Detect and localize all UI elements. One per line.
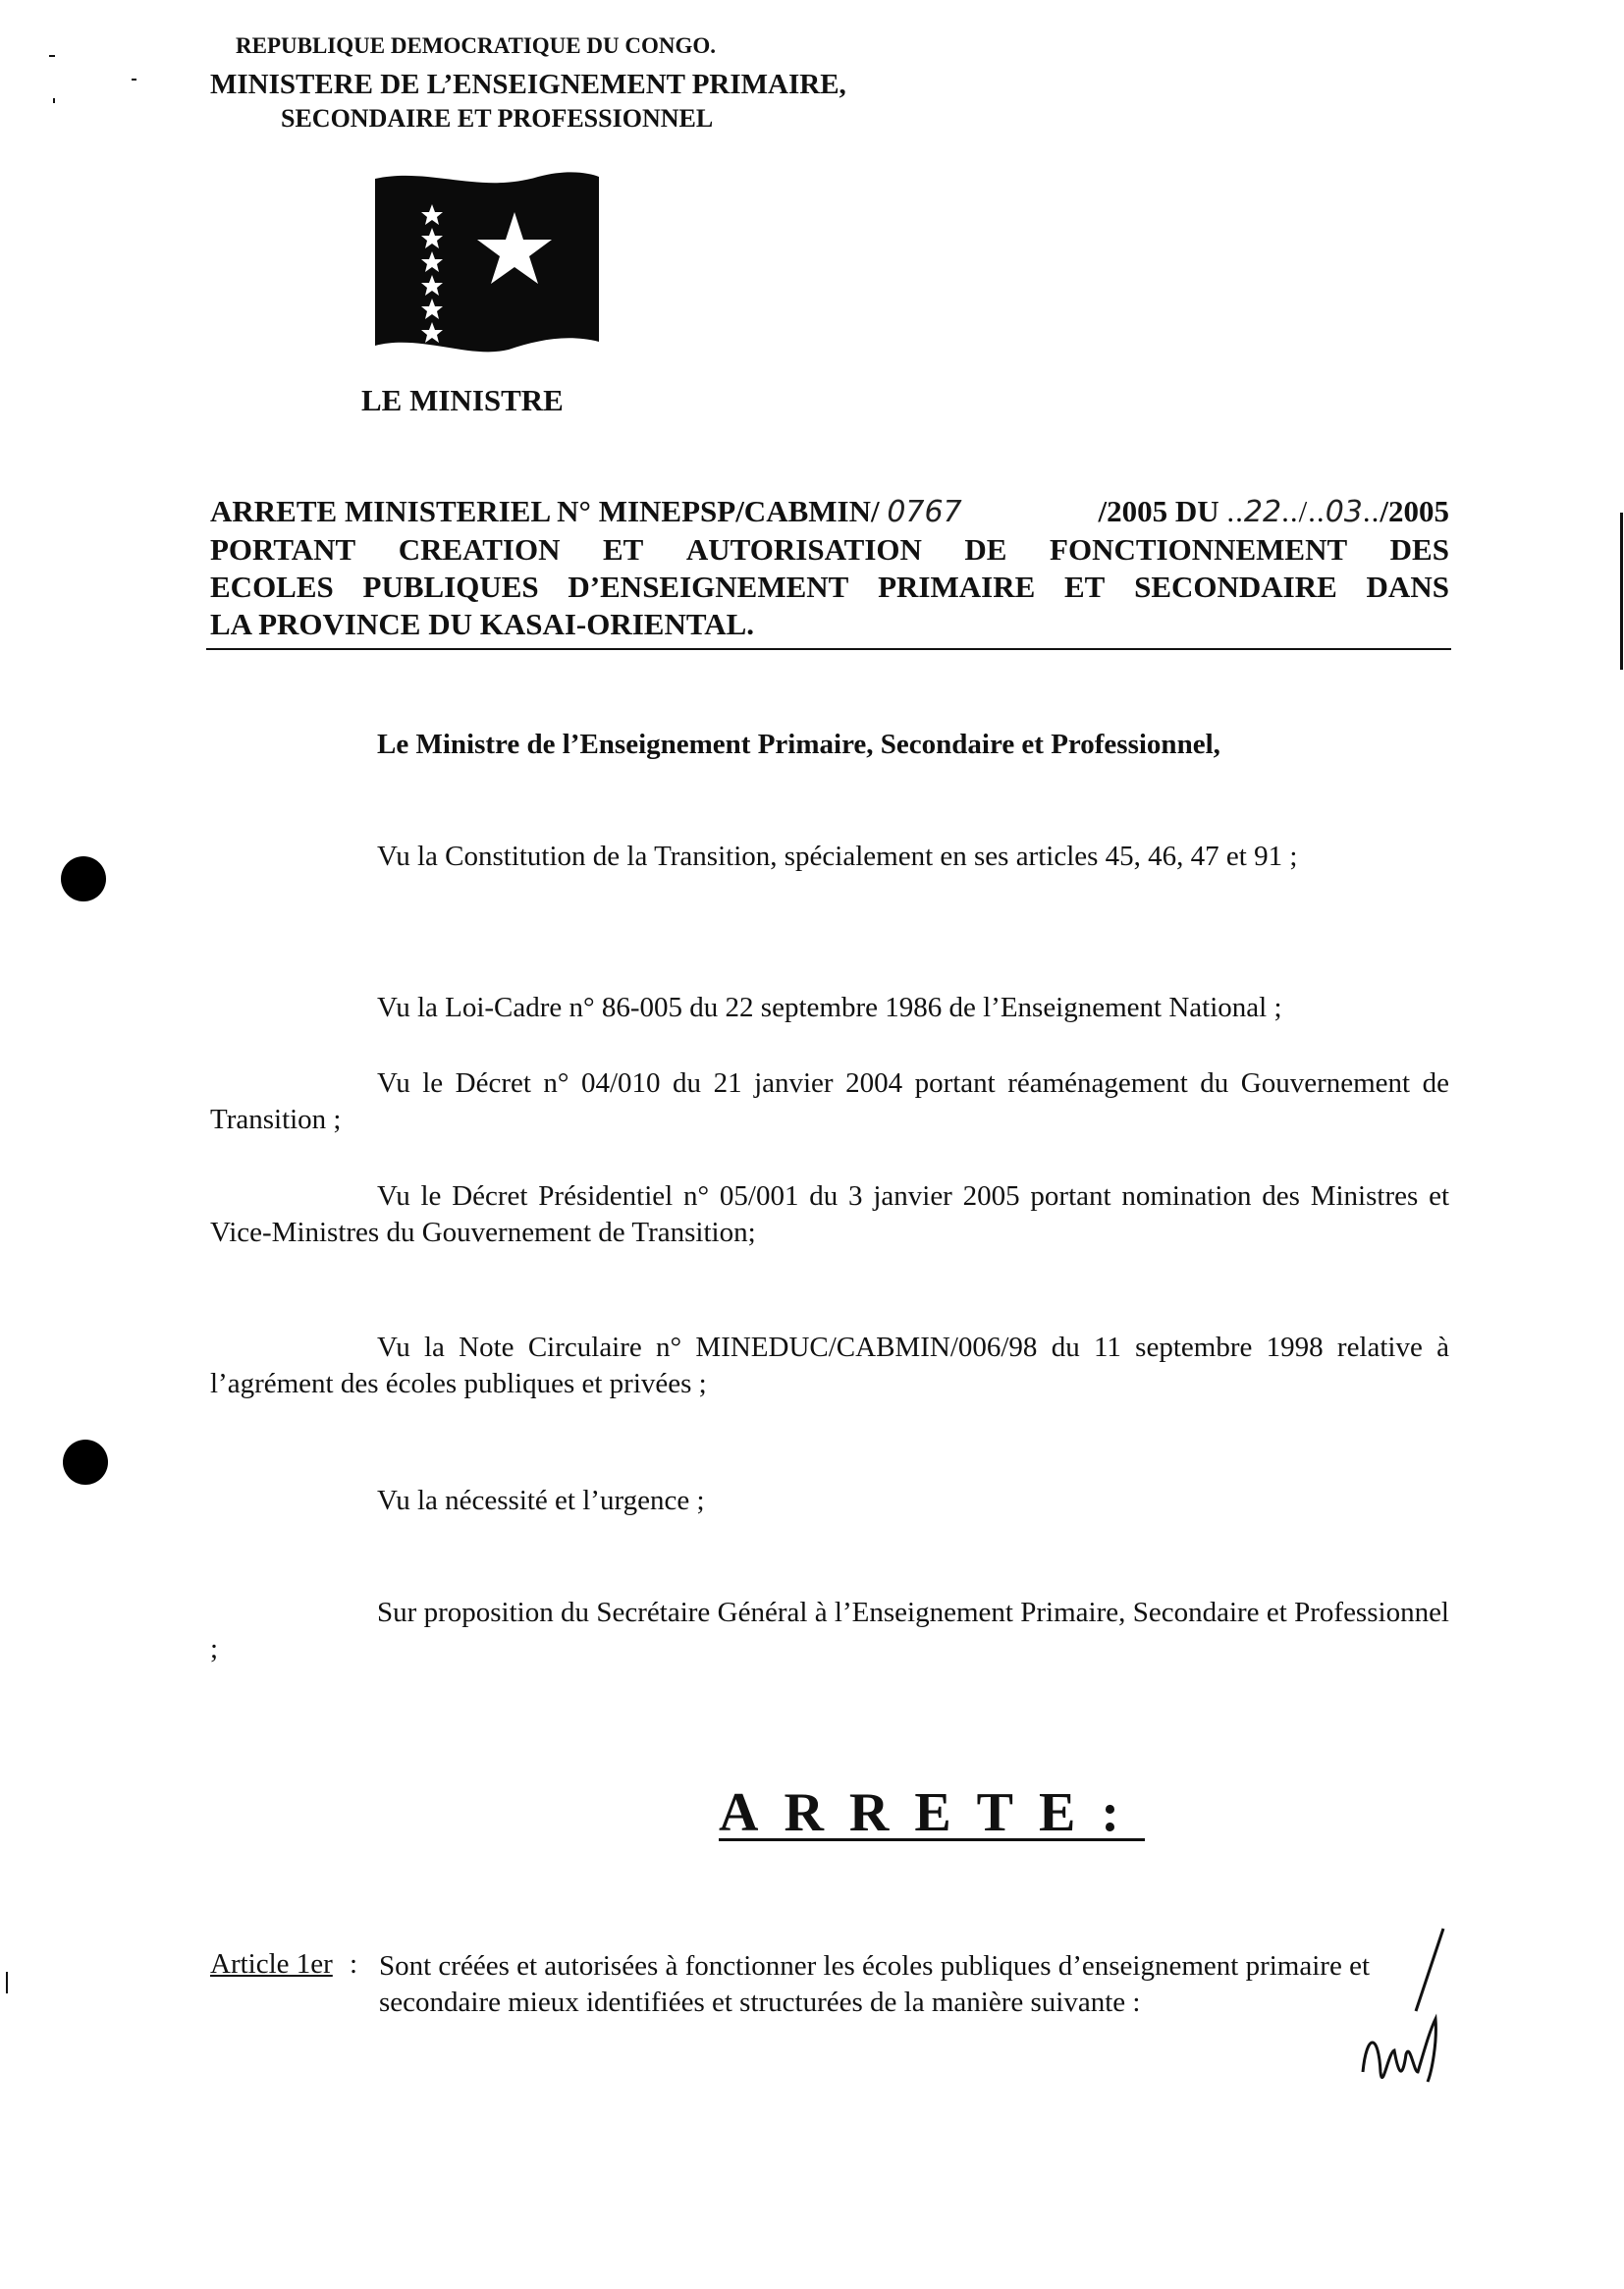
- consideration-proposition: Sur proposition du Secrétaire Général à l’Enseignement Primaire, Secondaire et Professionnel ;: [210, 1597, 1449, 1664]
- article-text: Sont créées et autorisées à fonctionner les écoles publiques d’enseignement primaire et secondaire mieux identifiées et structurées de la manière suivante :: [379, 1950, 1370, 2018]
- ministry-name-line2: SECONDAIRE ET PROFESSIONNEL: [281, 104, 714, 133]
- consideration-constitution: Vu la Constitution de la Transition, spécialement en ses articles 45, 46, 47 et 91 ;: [377, 841, 1298, 872]
- decree-title-line1: ARRETE MINISTERIEL N° MINEPSP/CABMIN/ 0767 /2005 DU ..22../..03../2005: [210, 494, 1449, 529]
- handwritten-month: 03: [1325, 495, 1363, 529]
- punch-hole: [63, 1440, 108, 1485]
- decree-number-prefix: ARRETE MINISTERIEL N° MINEPSP/CABMIN/: [210, 494, 880, 528]
- flag-field: [375, 172, 599, 352]
- handwritten-decree-number: 0767: [887, 495, 962, 529]
- drc-flag-icon: [371, 167, 603, 359]
- decree-year-end: /2005: [1380, 494, 1449, 528]
- article-colon: :: [350, 1948, 358, 1980]
- country-name: REPUBLIQUE DEMOCRATIQUE DU CONGO.: [236, 33, 716, 58]
- consideration-decret-presidentiel: Vu le Décret Présidentiel n° 05/001 du 3 janvier 2005 portant nomination des Ministres et Vice-Ministres du Gouvernement de Transition;: [210, 1180, 1449, 1248]
- handwritten-initials: [1359, 1925, 1467, 2101]
- scan-speck: [53, 98, 55, 103]
- consideration-note-circulaire: Vu la Note Circulaire n° MINEDUC/CABMIN/006/98 du 11 septembre 1998 relative à l’agrément des écoles publiques et privées ;: [210, 1332, 1449, 1399]
- decision-heading: ARRETE:: [719, 1782, 1146, 1843]
- handwritten-day: 22: [1243, 495, 1282, 529]
- decree-title-line4: LA PROVINCE DU KASAI-ORIENTAL.: [210, 607, 755, 641]
- consideration-urgence: Vu la nécessité et l’urgence ;: [377, 1485, 705, 1516]
- decree-title: [210, 493, 1449, 643]
- scan-speck: [132, 79, 136, 81]
- article-label: Article 1er: [210, 1948, 333, 1980]
- decree-title-line3: ECOLES PUBLIQUES D’ENSEIGNEMENT PRIMAIRE ET SECONDAIRE DANS: [210, 570, 1449, 604]
- ministry-name-line1: MINISTERE DE L’ENSEIGNEMENT PRIMAIRE,: [210, 69, 846, 100]
- punch-hole: [61, 856, 106, 901]
- decree-title-line2: PORTANT CREATION ET AUTORISATION DE FONCTIONNEMENT DES: [210, 532, 1449, 567]
- scan-speck: [49, 55, 55, 57]
- consideration-decret-2004: Vu le Décret n° 04/010 du 21 janvier 2004 portant réaménagement du Gouvernement de Transition ;: [210, 1067, 1449, 1135]
- consideration-loi-cadre: Vu la Loi-Cadre n° 86-005 du 22 septembre 1986 de l’Enseignement National ;: [377, 992, 1282, 1023]
- intro-line: Le Ministre de l’Enseignement Primaire, Secondaire et Professionnel,: [377, 729, 1220, 760]
- title-underline: [206, 648, 1451, 650]
- decree-year-du: /2005 DU: [1098, 494, 1219, 528]
- signatory-title: LE MINISTRE: [361, 383, 564, 417]
- scan-edge-mark: [1620, 513, 1623, 670]
- scan-speck: [6, 1972, 8, 1993]
